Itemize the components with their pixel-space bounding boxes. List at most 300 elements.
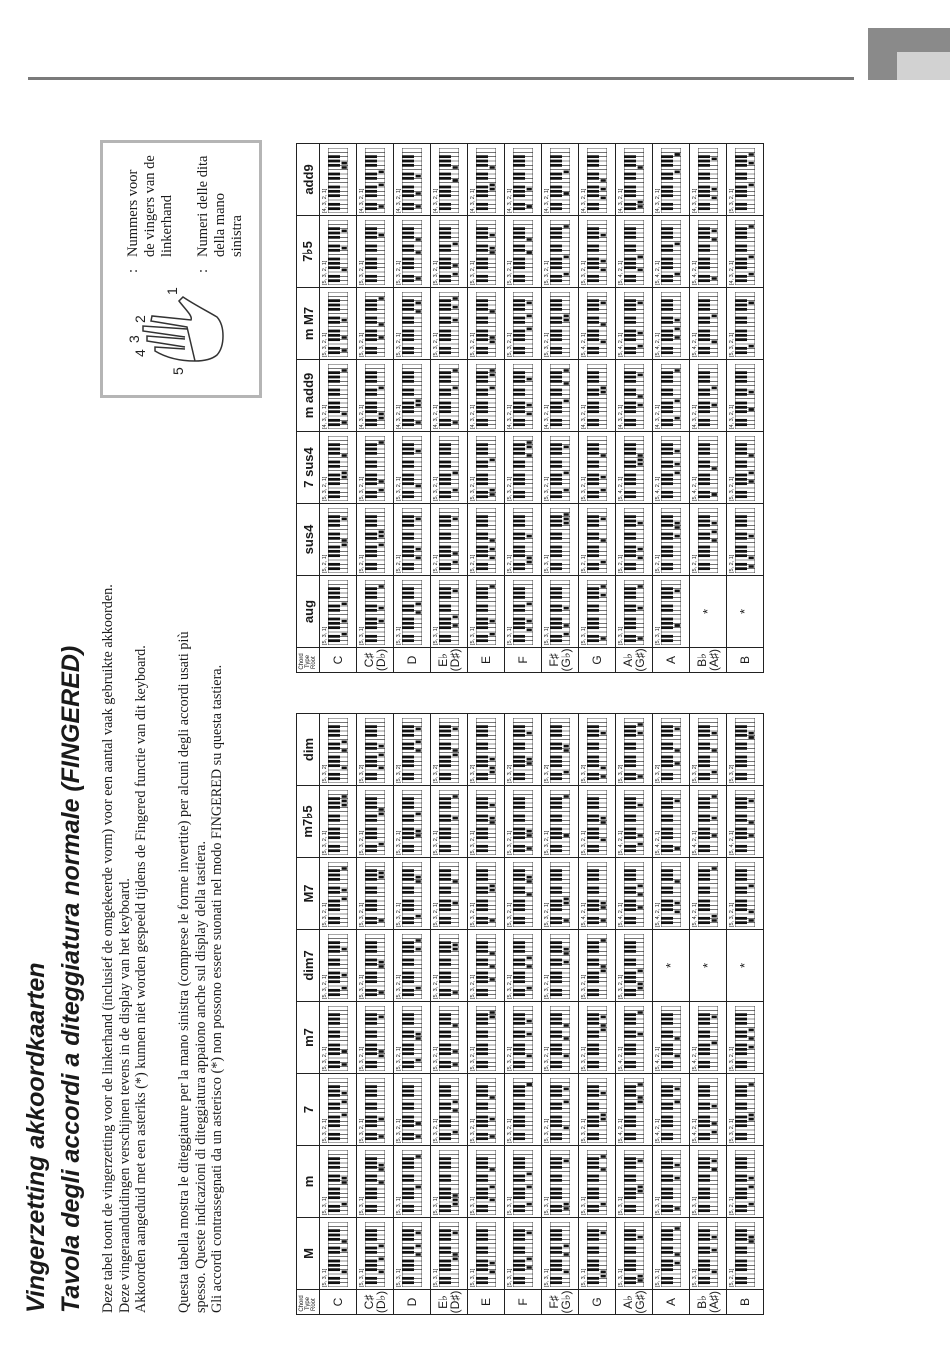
chord-cell [357, 714, 394, 786]
chord-cell [542, 144, 579, 216]
fingering-label: [5, 3, 1] [692, 1268, 698, 1287]
chord-cell [690, 144, 727, 216]
fingering-label: [5, 4, 2, 1] [618, 476, 624, 501]
keyboard-diagram [402, 1078, 422, 1143]
keyboard-diagram-wrap [550, 1150, 575, 1215]
chord-cell [431, 432, 468, 504]
keyboard-diagram-wrap [439, 790, 464, 855]
keyboard-diagram [661, 862, 681, 927]
keyboard-diagram-wrap [513, 220, 538, 285]
fingering-label: [5, 3, 2, 1] [433, 1118, 439, 1143]
keyboard-diagram [439, 1150, 459, 1215]
keyboard-diagram-wrap [698, 1006, 723, 1071]
chord-cell [653, 930, 690, 1002]
keyboard-diagram-wrap [439, 934, 464, 999]
keyboard-diagram [587, 862, 607, 927]
chord-cell [579, 1074, 616, 1146]
keyboard-diagram-wrap [328, 718, 353, 783]
keyboard-diagram-wrap [328, 1006, 353, 1071]
keyboard-diagram-wrap [587, 436, 612, 501]
corner-cell [297, 1290, 320, 1315]
chord-cell [616, 1002, 653, 1074]
keyboard-diagram [439, 862, 459, 927]
fingering-label: [4, 3, 2, 1] [655, 404, 661, 429]
root-note-enharmonic: (A♯) [707, 649, 721, 671]
keyboard-diagram-wrap [476, 1078, 501, 1143]
chord-cell [505, 432, 542, 504]
keyboard-diagram-wrap [476, 1150, 501, 1215]
chord-cell [320, 786, 357, 858]
keyboard-diagram [661, 1006, 681, 1071]
keyboard-diagram-wrap [476, 580, 501, 645]
keyboard-diagram-wrap [513, 718, 538, 783]
keyboard-diagram-wrap [513, 364, 538, 429]
chord-cell [542, 1146, 579, 1218]
chord-cell [727, 576, 764, 648]
keyboard-diagram-wrap [624, 220, 649, 285]
fingering-label: [5, 3, 2, 1] [729, 188, 735, 213]
keyboard-diagram [402, 292, 422, 357]
keyboard-diagram [439, 1006, 459, 1071]
keyboard-diagram-wrap [365, 862, 390, 927]
keyboard-diagram-wrap [513, 1078, 538, 1143]
keyboard-diagram-wrap [365, 1078, 390, 1143]
keyboard-diagram [624, 364, 644, 429]
keyboard-diagram [735, 436, 755, 501]
chord-cell [505, 576, 542, 648]
keyboard-diagram [550, 148, 570, 213]
root-note: E♭ [436, 653, 450, 667]
fingering-label: [5, 4, 2, 1] [655, 902, 661, 927]
keyboard-diagram [550, 1150, 570, 1215]
keyboard-diagram [550, 580, 570, 645]
keyboard-diagram [439, 148, 459, 213]
fingering-label: [5, 3, 1] [581, 626, 587, 645]
chord-cell [431, 576, 468, 648]
chord-table-1 [296, 713, 764, 1315]
chord-cell [320, 1146, 357, 1218]
root-note-cell [690, 648, 727, 673]
chord-cell [468, 930, 505, 1002]
paragraph-line: Questa tabella mostra le diteggiature per la mano sinistra (comprese le forme invertite) per alcuni degli accordi usati più [176, 631, 192, 1313]
keyboard-diagram-wrap [550, 436, 575, 501]
fingering-label: [5, 2, 1] [729, 554, 735, 573]
chord-cell [690, 1074, 727, 1146]
chord-cell [653, 432, 690, 504]
keyboard-diagram-wrap [513, 862, 538, 927]
fingering-label: [5, 3, 2, 1] [322, 260, 328, 285]
fingering-label: [5, 3, 1] [507, 1196, 513, 1215]
keyboard-diagram [328, 580, 348, 645]
chord-cell [727, 714, 764, 786]
fingering-label: [5, 3, 2, 1] [507, 260, 513, 285]
chord-cell [727, 360, 764, 432]
chord-cell [505, 288, 542, 360]
chord-cell [727, 930, 764, 1002]
keyboard-diagram [365, 1222, 385, 1287]
keyboard-diagram [365, 934, 385, 999]
fingering-label: [5, 3, 1] [655, 1268, 661, 1287]
chord-cell [579, 144, 616, 216]
keyboard-diagram [735, 508, 755, 573]
finger-number-3: 3 [126, 335, 142, 343]
keyboard-diagram [513, 790, 533, 855]
root-note-cell [394, 648, 431, 673]
keyboard-diagram [476, 934, 496, 999]
keyboard-diagram [513, 718, 533, 783]
fingering-label: [5, 3, 2, 1] [544, 1046, 550, 1071]
fingering-label: [5, 4, 2, 1] [618, 332, 624, 357]
chord-cell [542, 1218, 579, 1290]
chord-cell [468, 504, 505, 576]
keyboard-diagram-wrap [550, 364, 575, 429]
root-note: A♭ [621, 1295, 635, 1309]
keyboard-diagram [328, 1006, 348, 1071]
root-note-cell [394, 1290, 431, 1315]
fingering-label: [5, 4, 2, 1] [692, 260, 698, 285]
chord-cell [579, 216, 616, 288]
keyboard-diagram [661, 718, 681, 783]
keyboard-diagram-wrap [328, 1222, 353, 1287]
keyboard-diagram [439, 1078, 459, 1143]
keyboard-diagram [328, 1150, 348, 1215]
keyboard-diagram [550, 1078, 570, 1143]
finger-number-5: 5 [170, 367, 186, 375]
keyboard-diagram [735, 1078, 755, 1143]
fingering-label: [5, 3, 2] [507, 764, 513, 783]
chord-cell [690, 216, 727, 288]
keyboard-diagram-wrap [365, 436, 390, 501]
fingering-label: [5, 3, 1] [618, 1196, 624, 1215]
fingering-label: [5, 3, 2, 1] [507, 332, 513, 357]
keyboard-diagram [513, 580, 533, 645]
keyboard-diagram-wrap [735, 508, 760, 573]
keyboard-diagram-wrap [550, 220, 575, 285]
not-playable-asterisk: * [700, 608, 715, 615]
keyboard-diagram-wrap [624, 148, 649, 213]
fingering-label: [5, 3, 2] [433, 764, 439, 783]
keyboard-diagram-wrap [439, 1222, 464, 1287]
chord-cell [505, 504, 542, 576]
chord-cell [542, 1074, 579, 1146]
fingering-label: [5, 4, 2, 1] [655, 476, 661, 501]
keyboard-diagram [476, 508, 496, 573]
chord-cell [542, 714, 579, 786]
chord-cell [505, 786, 542, 858]
fingering-label: [5, 3, 2, 1] [581, 476, 587, 501]
keyboard-diagram [365, 1150, 385, 1215]
keyboard-diagram-wrap [587, 934, 612, 999]
chord-cell [616, 504, 653, 576]
keyboard-diagram [587, 718, 607, 783]
keyboard-diagram [402, 1150, 422, 1215]
chord-cell [505, 1002, 542, 1074]
root-note: A [664, 1298, 678, 1307]
chord-cell [394, 930, 431, 1002]
chord-cell [357, 216, 394, 288]
paragraph-line: Deze tabel toont de vingerzetting voor de linkerhand (inclusief de omgekeerde vorm) voor een aantal vaak gebruikte akkoorden. [100, 584, 116, 1313]
root-note-cell [616, 1290, 653, 1315]
keyboard-diagram [698, 1150, 718, 1215]
keyboard-diagram-wrap [439, 1006, 464, 1071]
keyboard-diagram [587, 790, 607, 855]
keyboard-diagram [735, 148, 755, 213]
root-note-cell [653, 648, 690, 673]
fingering-label: [5, 3, 2, 1] [322, 1046, 328, 1071]
keyboard-diagram-wrap [328, 1150, 353, 1215]
root-note-enharmonic: (G♯) [633, 648, 647, 672]
chord-type-header: 7 [297, 1074, 320, 1146]
chord-cell [653, 1146, 690, 1218]
root-note-cell [579, 648, 616, 673]
keyboard-diagram [624, 1150, 644, 1215]
root-note-cell [431, 1290, 468, 1315]
keyboard-diagram [661, 436, 681, 501]
keyboard-diagram [402, 862, 422, 927]
keyboard-diagram [587, 508, 607, 573]
fingering-label: [4, 3, 2, 1] [729, 260, 735, 285]
fingering-label: [5, 3, 2, 1] [433, 1046, 439, 1071]
fingering-label: [4, 3, 2, 1] [692, 404, 698, 429]
fingering-label: [5, 3, 1] [655, 626, 661, 645]
keyboard-diagram-wrap [402, 364, 427, 429]
keyboard-diagram-wrap [735, 148, 760, 213]
keyboard-diagram-wrap [513, 934, 538, 999]
chord-type-header: aug [297, 576, 320, 648]
keyboard-diagram-wrap [476, 1222, 501, 1287]
keyboard-diagram-wrap [624, 508, 649, 573]
chord-cell [357, 1074, 394, 1146]
root-note: E [479, 1298, 493, 1307]
keyboard-diagram-wrap [402, 790, 427, 855]
keyboard-diagram [587, 1006, 607, 1071]
chord-cell [505, 1218, 542, 1290]
chord-cell [320, 714, 357, 786]
keyboard-diagram-wrap [365, 790, 390, 855]
chord-cell [579, 1218, 616, 1290]
fingering-label: [5, 3, 2] [359, 764, 365, 783]
chord-cell [394, 1074, 431, 1146]
keyboard-diagram [624, 1078, 644, 1143]
fingering-label: [4, 3, 2, 1] [507, 404, 513, 429]
keyboard-diagram [439, 580, 459, 645]
keyboard-diagram [735, 1222, 755, 1287]
fingering-label: [5, 3, 2, 1] [581, 974, 587, 999]
keyboard-diagram [587, 580, 607, 645]
fingering-label: [5, 3, 2, 1] [396, 1046, 402, 1071]
fingering-label: [5, 3, 1] [581, 1196, 587, 1215]
chord-cell [727, 216, 764, 288]
keyboard-diagram [735, 718, 755, 783]
fingering-label: [5, 3, 2, 1] [322, 902, 328, 927]
keyboard-diagram [328, 436, 348, 501]
chord-type-header: sus4 [297, 504, 320, 576]
fingering-label: [4, 3, 2, 1] [322, 404, 328, 429]
fingering-label: [5, 3, 2, 1] [322, 974, 328, 999]
root-note-enharmonic: (D♯) [448, 1290, 462, 1314]
chord-type-header: M [297, 1218, 320, 1290]
chord-cell [357, 930, 394, 1002]
table-row [505, 714, 542, 1315]
chord-cell [468, 360, 505, 432]
keyboard-diagram-wrap [402, 1006, 427, 1071]
chord-cell [505, 714, 542, 786]
chord-cell [616, 786, 653, 858]
fingering-label: [5, 4, 2, 1] [692, 332, 698, 357]
fingering-label: [5, 2, 1] [470, 554, 476, 573]
fingering-label: [5, 2, 1] [729, 1196, 735, 1215]
chord-cell [431, 504, 468, 576]
keyboard-diagram [624, 934, 644, 999]
fingering-label: [5, 3, 1] [618, 1268, 624, 1287]
keyboard-diagram-wrap [735, 364, 760, 429]
keyboard-diagram-wrap [550, 292, 575, 357]
chord-cell [542, 216, 579, 288]
fingering-label: [5, 4, 2, 1] [618, 1118, 624, 1143]
keyboard-diagram-wrap [587, 790, 612, 855]
keyboard-diagram-wrap [735, 1222, 760, 1287]
keyboard-diagram [439, 436, 459, 501]
chord-cell [690, 576, 727, 648]
chord-cell [690, 714, 727, 786]
fingering-label: [5, 4, 2, 1] [581, 332, 587, 357]
keyboard-diagram-wrap [550, 580, 575, 645]
chord-cell [653, 504, 690, 576]
fingering-label: [5, 3, 1] [359, 626, 365, 645]
root-note: C [331, 1297, 345, 1307]
legend-text-dutch [125, 155, 176, 257]
finger-number-4: 4 [132, 349, 148, 357]
legend-line: Nummers voor [125, 169, 141, 257]
table-header-row [297, 714, 320, 1315]
keyboard-diagram [587, 1222, 607, 1287]
fingering-label: [5, 3, 2, 1] [507, 476, 513, 501]
table-row [727, 714, 764, 1315]
keyboard-diagram-wrap [513, 1006, 538, 1071]
chord-cell [505, 930, 542, 1002]
keyboard-diagram-wrap [439, 1078, 464, 1143]
fingering-label: [5, 3, 1] [692, 1196, 698, 1215]
keyboard-diagram-wrap [661, 436, 686, 501]
keyboard-diagram [550, 718, 570, 783]
keyboard-diagram-wrap [550, 1222, 575, 1287]
fingering-label: [5, 3, 2, 1] [470, 332, 476, 357]
fingering-label: [5, 4, 2, 1] [655, 332, 661, 357]
fingering-label: [5, 3, 2, 1] [507, 902, 513, 927]
fingering-label: [5, 3, 2, 1] [359, 830, 365, 855]
keyboard-diagram [328, 790, 348, 855]
fingering-label: [5, 3, 2, 1] [544, 974, 550, 999]
chord-cell [653, 1002, 690, 1074]
chord-cell [357, 432, 394, 504]
keyboard-diagram-wrap [513, 292, 538, 357]
table-row [653, 714, 690, 1315]
keyboard-diagram [365, 436, 385, 501]
chord-cell [579, 360, 616, 432]
chord-cell [616, 1074, 653, 1146]
chord-cell [616, 930, 653, 1002]
keyboard-diagram [365, 508, 385, 573]
chord-cell [542, 504, 579, 576]
chord-cell [431, 1146, 468, 1218]
chord-cell [505, 216, 542, 288]
keyboard-diagram-wrap [587, 508, 612, 573]
chord-cell [579, 786, 616, 858]
paragraph-line: Gli accordi contrassegnati da un asterisco (*) non possono essere suonati nel modo FINGERED su questa tastiera. [209, 664, 225, 1313]
fingering-label: [5, 2, 1] [729, 1268, 735, 1287]
keyboard-diagram [365, 718, 385, 783]
keyboard-diagram [365, 580, 385, 645]
chord-type-header: 7♭5 [297, 216, 320, 288]
chord-cell [727, 144, 764, 216]
keyboard-diagram [328, 148, 348, 213]
keyboard-diagram-wrap [476, 790, 501, 855]
chord-cell [579, 576, 616, 648]
fingering-label: [5, 3, 2, 1] [433, 332, 439, 357]
fingering-label: [5, 3, 2, 1] [359, 1118, 365, 1143]
chord-type-header: dim [297, 714, 320, 786]
keyboard-diagram-wrap [550, 508, 575, 573]
keyboard-diagram [476, 364, 496, 429]
chord-cell [616, 858, 653, 930]
legend-line: della mano [212, 192, 228, 257]
fingering-label: [5, 3, 2, 1] [433, 476, 439, 501]
chord-cell [320, 1002, 357, 1074]
rotated-page-content [0, 48, 950, 1368]
fingering-label: [5, 4, 2, 1] [618, 902, 624, 927]
finger-number-1: 1 [164, 287, 180, 295]
chord-cell [727, 1002, 764, 1074]
legend-text-italian [195, 156, 246, 257]
not-playable-asterisk: * [663, 962, 678, 969]
chord-cell [505, 144, 542, 216]
chord-cell [320, 360, 357, 432]
chord-cell [357, 144, 394, 216]
keyboard-diagram-wrap [328, 436, 353, 501]
chord-cell [468, 144, 505, 216]
fingering-label: [4, 3, 2, 1] [618, 404, 624, 429]
keyboard-diagram-wrap [698, 1222, 723, 1287]
keyboard-diagram [698, 718, 718, 783]
keyboard-diagram [513, 508, 533, 573]
fingering-label: [5, 3, 2] [544, 764, 550, 783]
keyboard-diagram [513, 364, 533, 429]
keyboard-diagram-wrap [439, 1150, 464, 1215]
chord-cell [653, 144, 690, 216]
fingering-label: [5, 3, 1] [544, 1196, 550, 1215]
keyboard-diagram [439, 220, 459, 285]
chord-cell [542, 930, 579, 1002]
keyboard-diagram [550, 436, 570, 501]
fingering-label: [5, 3, 1] [618, 626, 624, 645]
fingering-label: [5, 3, 1] [507, 626, 513, 645]
fingering-label: [5, 3, 2, 1] [470, 830, 476, 855]
keyboard-diagram [513, 436, 533, 501]
keyboard-diagram-wrap [328, 1078, 353, 1143]
chord-type-header: add9 [297, 144, 320, 216]
keyboard-diagram [365, 1006, 385, 1071]
root-note-cell [690, 1290, 727, 1315]
root-note: E♭ [436, 1295, 450, 1309]
keyboard-diagram [328, 1078, 348, 1143]
not-playable-asterisk: * [737, 962, 752, 969]
keyboard-diagram [328, 220, 348, 285]
keyboard-diagram [661, 292, 681, 357]
chord-cell [357, 288, 394, 360]
fingering-label: [5, 3, 2, 1] [544, 1118, 550, 1143]
chord-cell [468, 288, 505, 360]
keyboard-diagram-wrap [698, 1078, 723, 1143]
